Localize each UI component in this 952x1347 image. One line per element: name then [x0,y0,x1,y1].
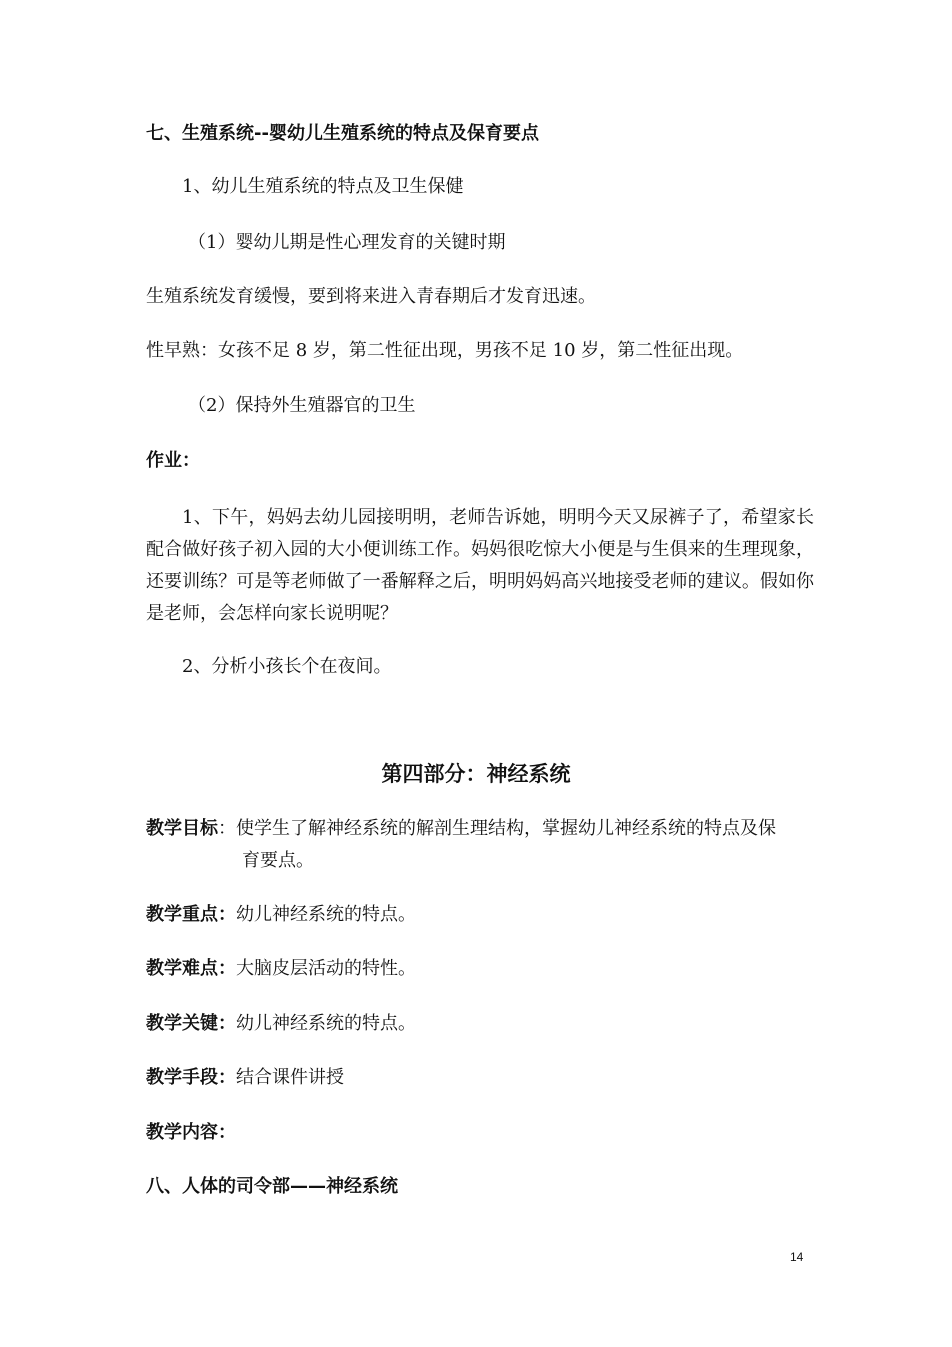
subheading-reproductive-features: 1、幼儿生殖系统的特点及卫生保健 [182,176,464,197]
teaching-key-text: 幼儿神经系统的特点。 [236,904,416,925]
teaching-key-point [146,903,416,927]
part-title-nervous-system: 第四部分：神经系统 [381,762,571,786]
teaching-goal-text: ：使学生了解神经系统的解剖生理结构，掌握幼儿神经系统的特点及保 [218,818,776,839]
teaching-goal-label: 教学目标 [146,818,218,839]
teaching-means [146,1066,344,1090]
item-hygiene: （2）保持外生殖器官的卫生 [188,395,416,416]
teaching-difficult-point [146,957,416,981]
teaching-difficult-text: 大脑皮层活动的特性。 [236,958,416,979]
teaching-key-label: 教学重点： [146,904,236,925]
teaching-means-label: 教学手段： [146,1067,236,1088]
teaching-means-text: 结合课件讲授 [236,1067,344,1088]
teaching-content-label: 教学内容： [146,1122,236,1143]
homework-question-1: 1、下午，妈妈去幼儿园接明明，老师告诉她，明明今天又尿裤子了，希望家长配合做好孩子初入园的大小便训练工作。妈妈很吃惊大小便是与生俱来的生理现象，还要训练？可是等老师做了一番解释之后，明明妈妈高兴地接受老师的建议。假如你是老师，会怎样向家长说明呢？ [146,507,814,624]
homework-label: 作业： [146,450,200,471]
section-heading-nervous-system: 八、人体的司令部——神经系统 [146,1176,398,1197]
teaching-difficult-label: 教学难点： [146,958,236,979]
teaching-goal [146,813,814,877]
section-heading-reproductive: 七、生殖系统--婴幼儿生殖系统的特点及保育要点 [146,123,539,144]
page-number: 14 [790,1250,804,1264]
item-psychosexual-period: （1）婴幼儿期是性心理发育的关键时期 [188,232,506,253]
teaching-crux-text: 幼儿神经系统的特点。 [236,1013,416,1034]
teaching-goal-text-cont: 育要点。 [242,850,314,871]
teaching-crux [146,1012,416,1036]
text-precocious-puberty: 性早熟：女孩不足 8 岁，第二性征出现，男孩不足 10 岁，第二性征出现。 [146,340,744,361]
teaching-crux-label: 教学关键： [146,1013,236,1034]
text-development-slow: 生殖系统发育缓慢，要到将来进入青春期后才发育迅速。 [146,286,596,307]
homework-question-2: 2、分析小孩长个在夜间。 [182,656,392,677]
